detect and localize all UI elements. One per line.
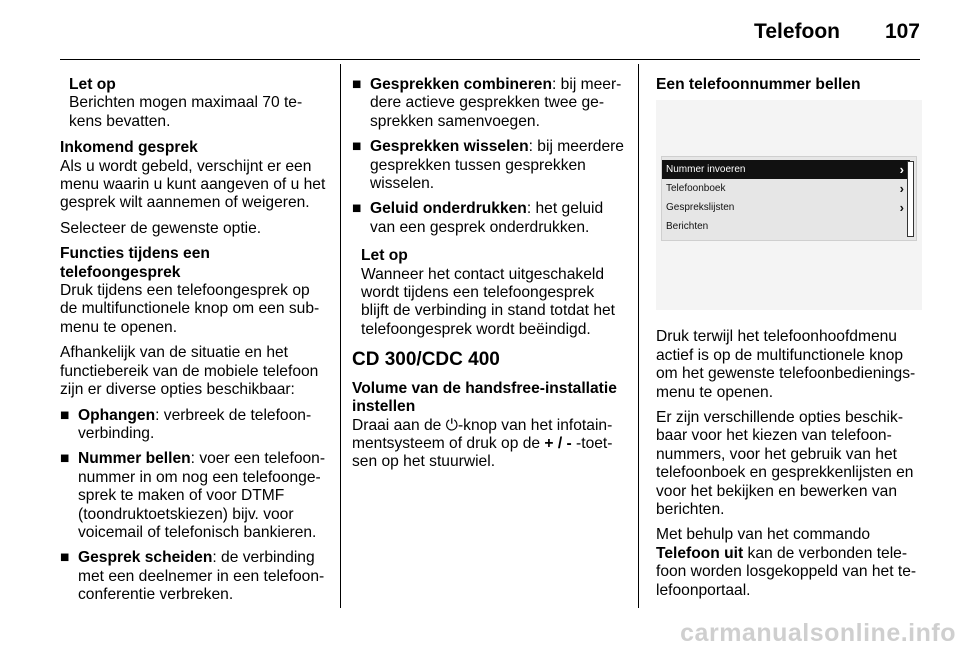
power-icon: ⏻ <box>445 416 458 434</box>
volume-heading: Volume van de handsfree-installatie instellen <box>352 379 617 416</box>
options-description-text: Er zijn verschillende opties beschik-baar voor het kiezen van telefoon-nummers, voor het gebruik van het telefoonboek en gesprekkenlijsten en voor het bekijken en bewerken van berichten. <box>656 409 914 519</box>
watermark: carmanualsonline.info <box>680 619 956 647</box>
note-title: Let op <box>69 76 116 93</box>
option-term: Gesprek scheiden <box>78 549 213 567</box>
bullet-square-icon: ■ <box>60 406 70 424</box>
note-title: Let op <box>361 247 408 265</box>
page-number: 107 <box>884 20 920 43</box>
list-item <box>60 549 326 604</box>
bullet-square-icon: ■ <box>352 76 362 93</box>
phone-off-text-part: kan de verbonden tele-foon worden losgekoppeld van het te-lefoonportaal. <box>656 544 917 599</box>
header-title: Telefoon <box>754 20 840 43</box>
column-3 <box>656 76 922 607</box>
chevron-right-icon: › <box>899 200 904 216</box>
column-divider-1 <box>340 64 341 608</box>
option-term: Nummer bellen <box>78 450 191 468</box>
menu-item-messages[interactable] <box>662 217 910 236</box>
option-text: : bij meerdere gesprekken tussen gesprekken wisselen. <box>370 138 624 193</box>
option-text: : verbreek de telefoon-verbinding. <box>78 406 312 442</box>
list-item <box>60 407 326 444</box>
phone-menu <box>661 156 917 241</box>
menu-item-label: Telefoonboek <box>666 183 726 195</box>
column-2 <box>352 76 624 479</box>
phone-off-command: Telefoon uit <box>656 544 744 562</box>
option-term: Geluid onderdrukken <box>370 200 527 218</box>
menu-instructions-text: Druk terwijl het telefoonhoofdmenu actief is op de multifunctionele knop om het gewenste telefoonbedienings-menu te openen. <box>656 328 916 401</box>
option-term: Gesprekken wisselen <box>370 138 529 156</box>
note-text: Wanneer het contact uitgeschakeld wordt tijdens een telefoongesprek blijft de verbinding in stand totdat het telefoongesprek wordt beëindigd. <box>361 265 615 338</box>
menu-item-enter-number[interactable] <box>662 160 910 179</box>
menu-item-label: Nummer invoeren <box>666 164 746 176</box>
volume-text-part: Draai aan de <box>352 416 446 434</box>
chevron-right-icon: › <box>899 162 904 178</box>
menu-item-label: Gesprekslijsten <box>666 202 735 214</box>
phone-off-text-part: Met behulp van het commando <box>656 526 871 544</box>
list-item <box>352 200 624 237</box>
note-box <box>69 76 326 131</box>
column-1 <box>60 76 326 612</box>
functions-heading: Functies tijdens een telefoongesprek <box>60 245 210 281</box>
volume-text-part: -toet-sen op het stuurwiel. <box>352 434 613 471</box>
bullet-square-icon: ■ <box>352 200 362 218</box>
menu-item-phonebook[interactable] <box>662 179 910 198</box>
option-term: Ophangen <box>78 406 156 424</box>
incoming-call-heading: Inkomend gesprek <box>60 139 198 157</box>
phone-menu-screenshot <box>656 100 922 310</box>
column-divider-2 <box>638 64 639 608</box>
bullet-square-icon: ■ <box>60 549 70 567</box>
header-rule <box>60 59 920 60</box>
select-option-text: Selecteer de gewenste optie. <box>60 219 262 237</box>
option-text: : het geluid van een gesprek onderdrukken. <box>370 200 604 236</box>
bullet-square-icon: ■ <box>352 138 362 156</box>
section-title: CD 300/CDC 400 <box>352 349 500 371</box>
list-item <box>60 450 326 542</box>
page-footer <box>0 619 960 647</box>
note-box <box>361 247 624 339</box>
option-text: : voer een telefoon-nummer in om nog een telefoonge-sprek te maken of voor DTMF (toondruktoetskiezen) bijv. voor voicemail of telefonisch bankieren. <box>78 450 326 541</box>
plus-minus-keys: + / - <box>544 434 572 452</box>
menu-scrollbar[interactable] <box>907 161 914 237</box>
option-text: : de verbinding met een deelnemer in een telefoon-conferentie verbreken. <box>78 549 325 604</box>
phone-off-text <box>656 526 922 600</box>
chevron-right-icon: › <box>899 181 904 197</box>
menu-item-label: Berichten <box>666 221 709 233</box>
options-text: Afhankelijk van de situatie en het functiebereik van de mobiele telefoon zijn er diverse opties beschikbaar: <box>60 344 319 399</box>
page-header <box>0 0 960 60</box>
volume-text-part: -knop van het infotain-mentsysteem of druk op de <box>352 416 613 452</box>
note-text: Berichten mogen maximaal 70 te-kens bevatten. <box>69 94 303 130</box>
option-text: : bij meer-dere actieve gesprekken twee ge-sprekken samenvoegen. <box>370 76 622 130</box>
incoming-call-text: Als u wordt gebeld, verschijnt er een menu waarin u kunt aangeven of u het gesprek wilt aannemen of weigeren. <box>60 157 326 212</box>
functions-text: Druk tijdens een telefoongesprek op de multifunctionele knop om een sub-menu te openen. <box>60 282 320 336</box>
list-item <box>352 76 624 131</box>
bullet-square-icon: ■ <box>60 450 70 468</box>
volume-text <box>352 417 624 472</box>
dial-heading: Een telefoonnummer bellen <box>656 76 861 93</box>
list-item <box>352 138 624 193</box>
option-term: Gesprekken combineren <box>370 76 553 93</box>
menu-item-call-lists[interactable] <box>662 198 910 217</box>
